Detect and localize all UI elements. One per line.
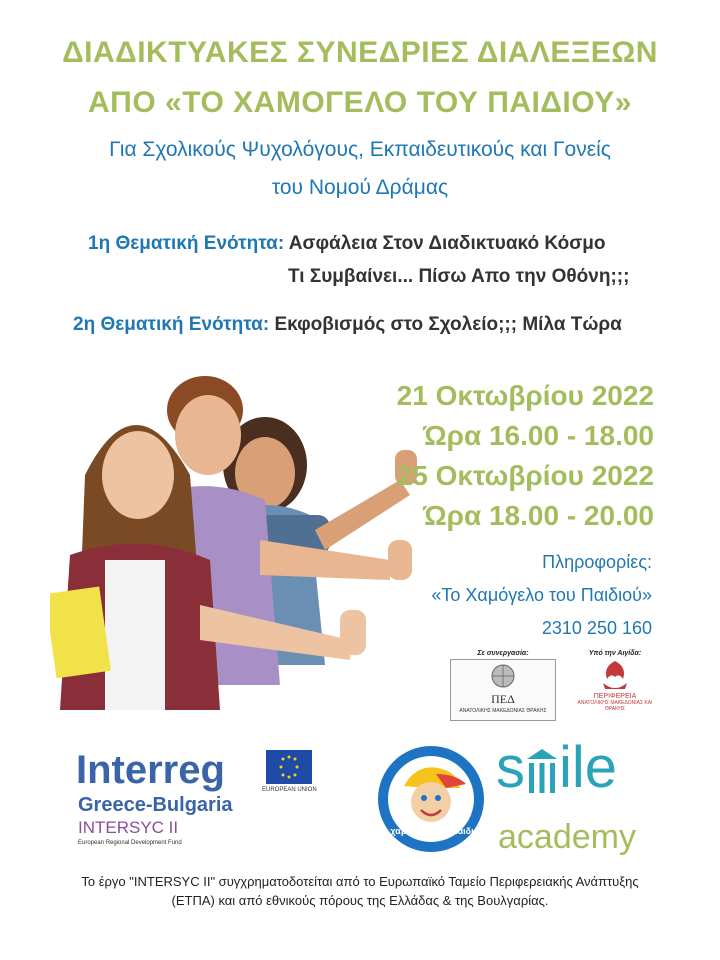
- students-photo: [50, 365, 430, 710]
- topic-1-label: 1η Θεματική Ενότητα:: [88, 233, 285, 254]
- info-phone: 2310 250 160: [541, 618, 652, 638]
- smile-letters-ile: ile: [559, 735, 618, 800]
- eu-label: EUROPEAN UNION: [262, 787, 317, 793]
- region-name: ΠΕΡΙΦΕΡΕΙΑ: [593, 693, 637, 700]
- aegis-label: Υπό την Αιγίδα:: [588, 650, 642, 657]
- globe-icon: [483, 663, 523, 689]
- smile-wordmark: [496, 735, 618, 800]
- topic-1: [88, 233, 606, 255]
- fund-label: European Regional Development Fund: [78, 840, 182, 846]
- academy-word: academy: [498, 818, 636, 856]
- session-2-time: Ώρα 18.00 - 20.00: [423, 500, 654, 531]
- smiling-child-icon: [376, 744, 486, 854]
- topic-2: [73, 314, 622, 336]
- interreg-wordmark: Interreg: [76, 748, 225, 792]
- topic-2-label: 2η Θεματική Ενότητα:: [73, 314, 270, 335]
- topic-1-title: Ασφάλεια Στον Διαδικτυακό Κόσμο: [288, 233, 606, 254]
- ped-logo: [448, 650, 558, 722]
- collab-label: Σε συνεργασία:: [477, 650, 529, 657]
- ped-name: ΠΕΔ: [491, 692, 515, 706]
- region-sub: ΑΝΑΤΟΛΙΚΗΣ ΜΑΚΕΔΟΝΙΑΣ ΚΑΙ ΘΡΑΚΗΣ: [577, 700, 653, 712]
- topic-2-title: Εκφοβισμός στο Σχολείο;;; Μίλα Τώρα: [274, 314, 622, 335]
- smile-letter-s: s: [496, 735, 525, 800]
- title-line-2: ΑΠΟ «ΤΟ ΧΑΜΟΓΕΛΟ ΤΟΥ ΠΑΙΔΙΟΥ»: [88, 86, 632, 119]
- region-logo: [570, 650, 660, 722]
- info-org: «Το Χαμόγελο του Παιδιού»: [431, 585, 652, 605]
- session-2-date: 25 Οκτωβρίου 2022: [396, 460, 654, 491]
- session-1-date: 21 Οκτωβρίου 2022: [396, 380, 654, 411]
- audience-line-2: του Νομού Δράμας: [271, 176, 449, 199]
- smile-of-the-child-logo: [376, 744, 486, 854]
- title-line-1: ΔΙΑΔΙΚΤΥΑΚΕΣ ΣΥΝΕΔΡΙΕΣ ΔΙΑΛΕΞΕΩΝ: [62, 36, 658, 69]
- eu-flag-icon: [266, 750, 312, 784]
- audience-line-1: Για Σχολικούς Ψυχολόγους, Εκπαιδευτικούς και Γονείς: [109, 138, 611, 161]
- footer-line-1: Το έργο "INTERSYC II" συγχρηματοδοτείται από το Ευρωπαϊκό Ταμείο Περιφερειακής Ανάπτυξης: [81, 874, 639, 889]
- ped-sub: ΑΝΑΤΟΛΙΚΗΣ ΜΑΚΕΔΟΝΙΑΣ ΘΡΑΚΗΣ: [459, 708, 547, 714]
- info-label: Πληροφορίες:: [542, 552, 652, 572]
- project-name: INTERSYC II: [78, 818, 179, 837]
- session-1-time: Ώρα 16.00 - 18.00: [423, 420, 654, 451]
- smile-badge-text: Το χαμόγελο του παιδιού: [377, 826, 485, 836]
- region-emblem-icon: [595, 659, 635, 693]
- interreg-subtitle: Greece-Bulgaria: [78, 794, 233, 816]
- footer-line-2: (ΕΤΠΑ) και από εθνικούς πόρους της Ελλάδας & της Βουλγαρίας.: [171, 893, 549, 908]
- topic-1-subtitle: Τι Συμβαίνει... Πίσω Απο την Οθόνη;;;: [288, 266, 630, 287]
